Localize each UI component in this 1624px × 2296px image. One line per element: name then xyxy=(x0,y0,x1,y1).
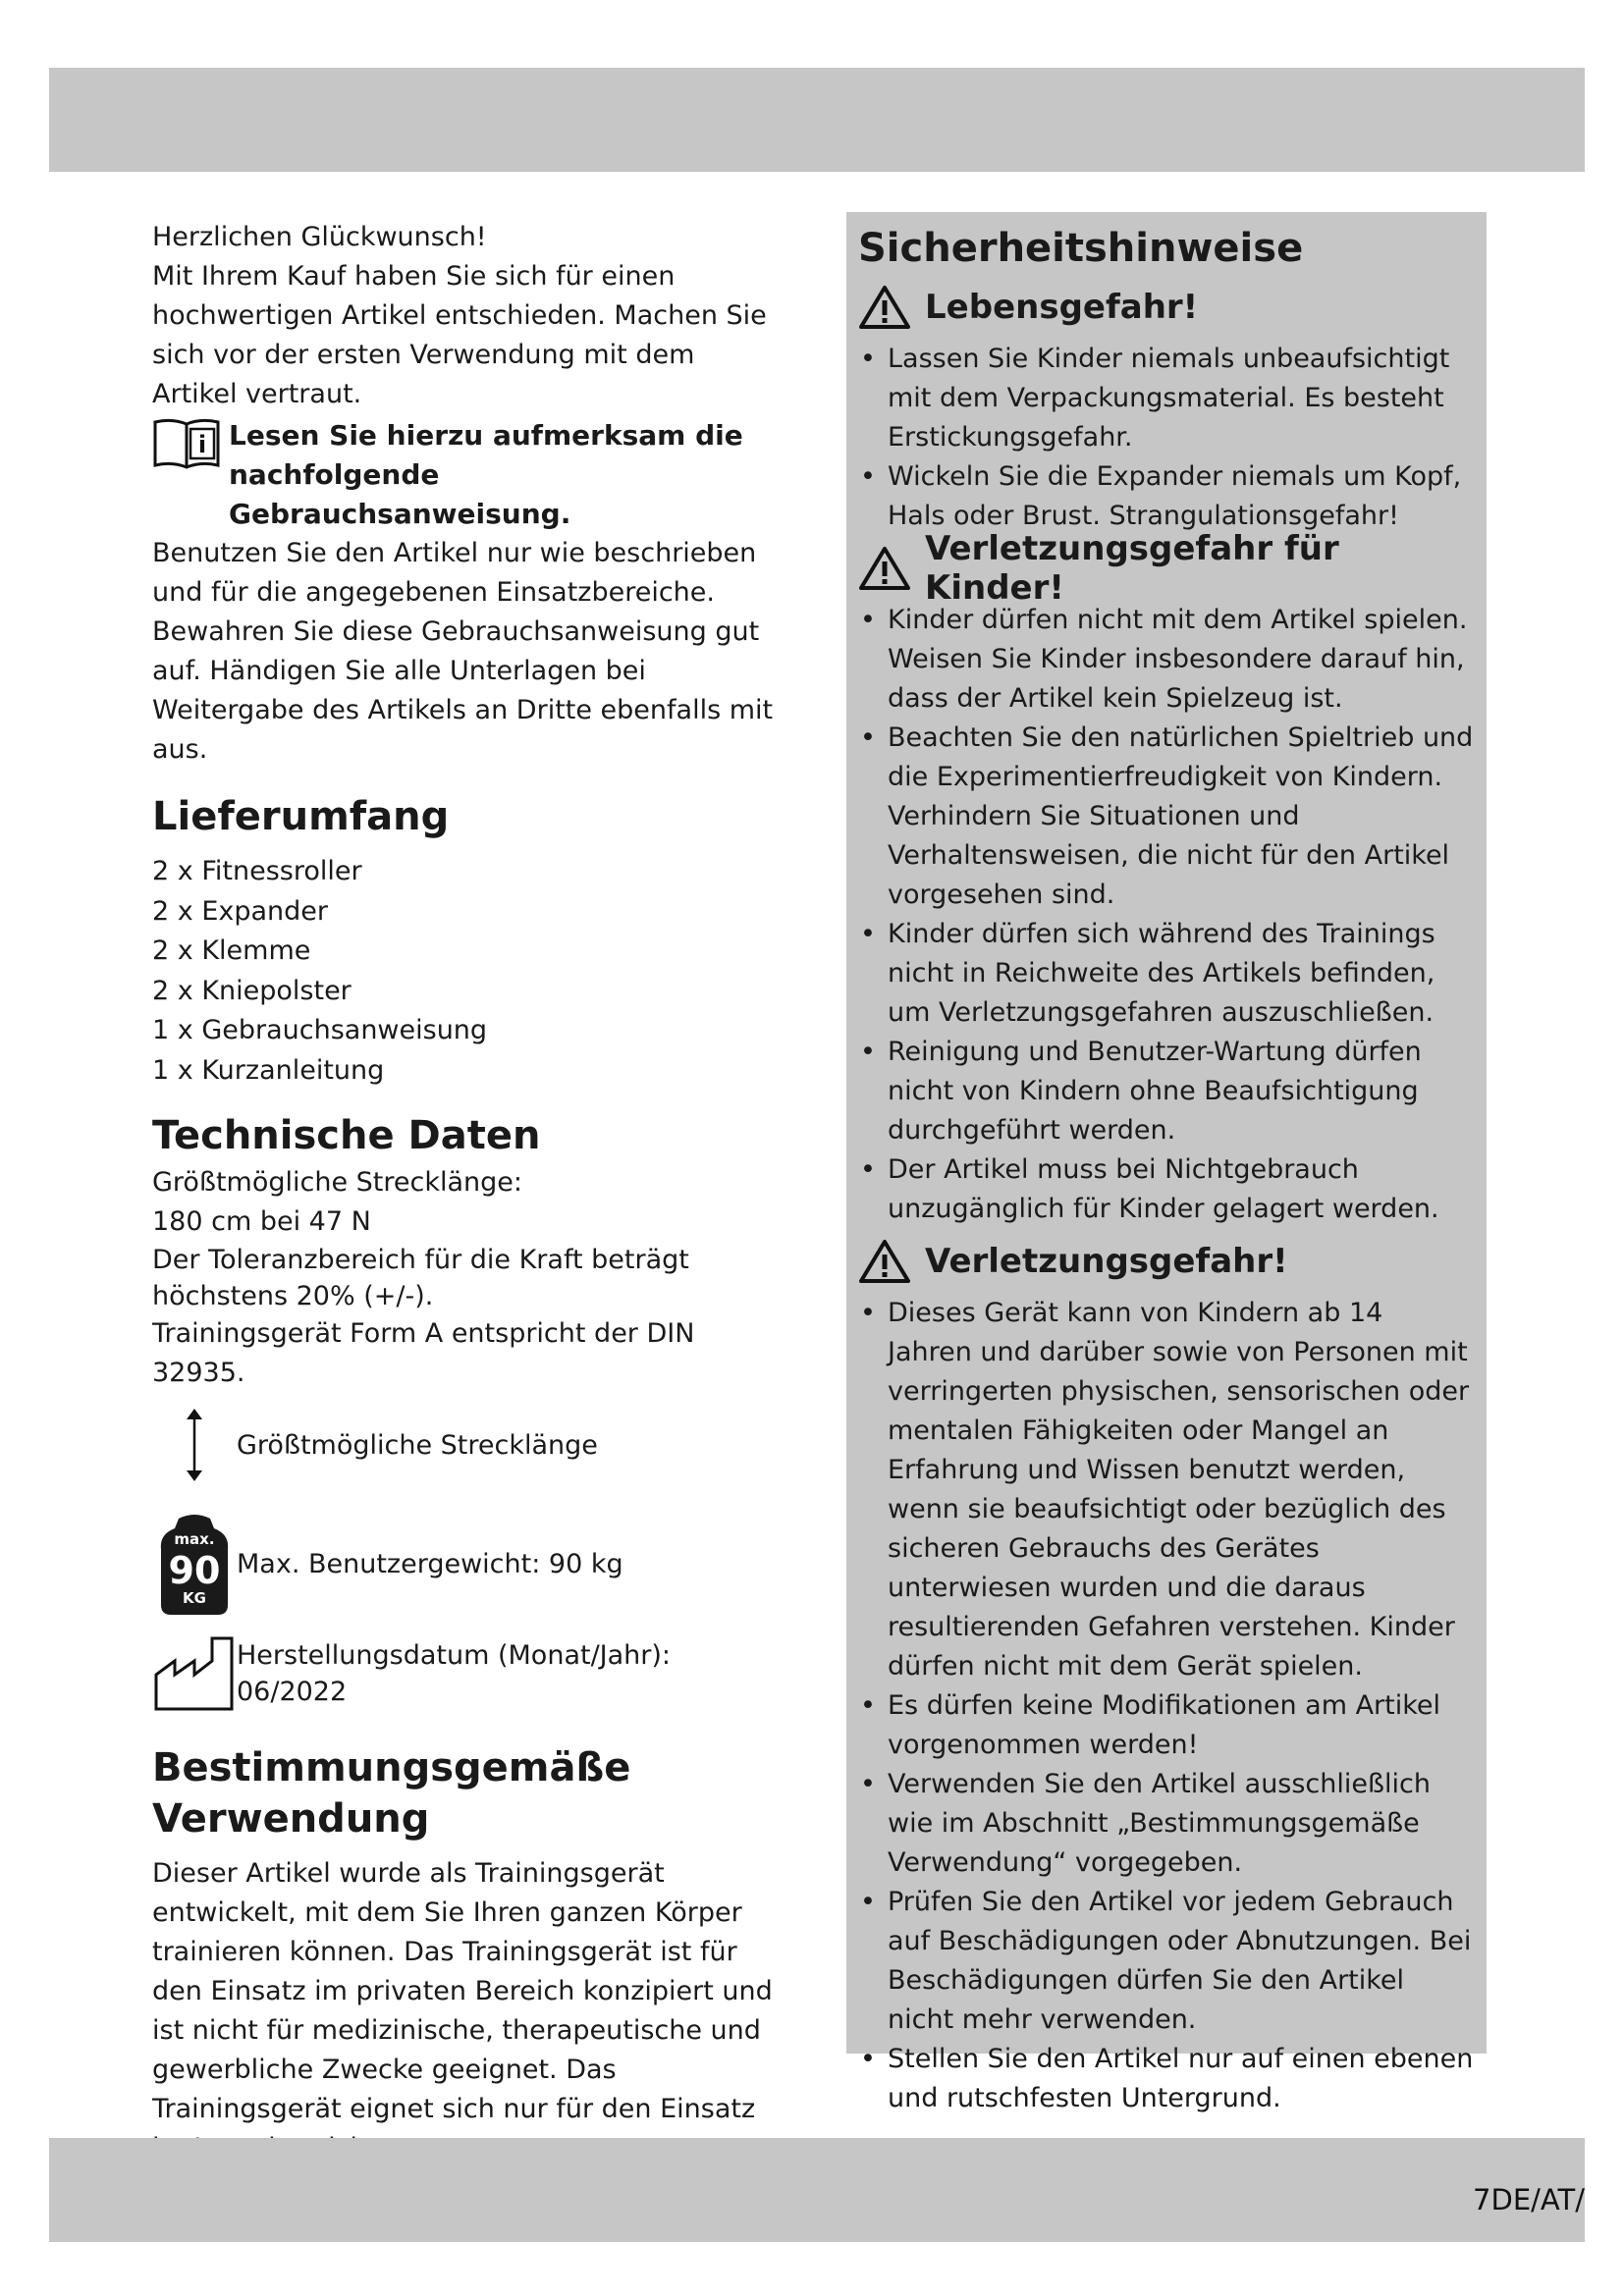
warning-heading-text: Verletzungsgefahr für Kinder! xyxy=(925,529,1339,608)
usage-title-line1: Bestimmungsgemäße xyxy=(152,1745,631,1790)
greeting: Herzlichen Glückwunsch! xyxy=(152,222,487,252)
symbol-stretch-row xyxy=(152,1407,781,1483)
footer-band xyxy=(49,2138,1585,2242)
list-item: 1 x Kurzanleitung xyxy=(152,1054,385,1086)
list-item: 1 x Gebrauchsanweisung xyxy=(152,1015,488,1045)
list-item: • Beachten Sie den natürlichen Spieltrieb und die Experimentierfreudigkeit von Kindern. Verhindern Sie Situationen und Verhaltensweisen, die nicht für den Artikel vorgesehen sind. xyxy=(858,719,1475,915)
warning-heading-text: Verletzungsgefahr! xyxy=(925,1242,1288,1281)
weight-icon-unit: KG xyxy=(183,1589,206,1607)
scope-list xyxy=(152,852,781,1091)
warning-triangle-icon xyxy=(858,546,911,591)
svg-text:i: i xyxy=(197,431,207,458)
scope-title: Lieferumfang xyxy=(152,794,450,839)
intro-paragraph: Mit Ihrem Kauf haben Sie sich für einen hochwertigen Artikel entschieden. Machen Sie sich vor der ersten Verwendung mit dem Artikel vertraut. xyxy=(152,261,767,409)
list-item: • Wickeln Sie die Expander niemals um Kopf, Hals oder Brust. Strangulationsgefahr! xyxy=(858,457,1475,536)
left-column xyxy=(152,218,781,2168)
tech-max-length-label: Größtmögliche Strecklänge: xyxy=(152,1167,522,1198)
weight-icon-number: 90 xyxy=(168,1549,221,1592)
tech-title: Technische Daten xyxy=(152,1113,541,1158)
list-item: 2 x Klemme xyxy=(152,935,311,966)
list-item: • Lassen Sie Kinder niemals unbeaufsichtigt mit dem Verpackungsmaterial. Es besteht Erstickungsgefahr. xyxy=(858,340,1475,457)
list-item: • Stellen Sie den Artikel nur auf einen ebenen und rutschfesten Untergrund. xyxy=(858,2040,1475,2118)
tech-standard: Trainingsgerät Form A entspricht der DIN 32935. xyxy=(152,1318,695,1388)
stretch-label: Größtmögliche Strecklänge xyxy=(237,1429,598,1461)
warning-heading xyxy=(858,281,1475,334)
list-item: 2 x Fitnessroller xyxy=(152,856,362,886)
warning-list xyxy=(858,601,1475,1229)
warning-heading xyxy=(858,529,1475,608)
list-item: • Dieses Gerät kann von Kindern ab 14 Jahren und darüber sowie von Personen mit verringerten physischen, sensorischen oder mentalen Fähigkeiten oder Mangel an Erfahrung und Wissen benutzt werden, wenn sie beaufsichtigt oder bezüglich des sicheren Gebrauchs des Gerätes unterwiesen wurden und die daraus resultierenden Gefahren verstehen. Kinder dürfen nicht mit dem Gerät spielen. xyxy=(858,1294,1475,1686)
notice-text: Lesen Sie hierzu aufmerksam die nachfolgende Gebrauchsanweisung. xyxy=(229,419,743,530)
page-number: 7DE/AT/ xyxy=(1473,2183,1585,2216)
warning-list xyxy=(858,1294,1475,2118)
warning-triangle-icon xyxy=(858,1239,911,1284)
double-arrow-icon xyxy=(184,1409,205,1481)
list-item: • Der Artikel muss bei Nichtgebrauch unzugänglich für Kinder gelagert werden. xyxy=(858,1150,1475,1229)
tech-max-length-value: 180 cm bei 47 N xyxy=(152,1206,371,1237)
symbol-weight-row xyxy=(152,1509,781,1619)
manufacture-date-value: 06/2022 xyxy=(237,1677,348,1707)
usage-title-line2: Verwendung xyxy=(152,1796,430,1842)
usage-text: Dieser Artikel wurde als Trainingsgerät entwickelt, mit dem Sie Ihren ganzen Körper trainieren können. Das Trainingsgerät ist für den Einsatz im privaten Bereich konzipiert und ist nicht für medizinische, therapeutische und gewerbliche Zwecke geeignet. Das Trainingsgerät eignet sich nur für den Einsatz xyxy=(152,1858,773,2124)
list-item: • Reinigung und Benutzer-Wartung dürfen nicht von Kindern ohne Beaufsichtigung durchgeführt werden. xyxy=(858,1033,1475,1150)
list-item: 2 x Kniepolster xyxy=(152,975,352,1006)
warning-triangle-icon xyxy=(858,285,911,330)
warning-heading xyxy=(858,1235,1475,1288)
weight-icon-top: max. xyxy=(174,1530,215,1548)
list-item: • Kinder dürfen nicht mit dem Artikel spielen. Weisen Sie Kinder insbesondere darauf hin, dass der Artikel kein Spielzeug ist. xyxy=(858,601,1475,719)
list-item: • Prüfen Sie den Artikel vor jedem Gebrauch auf Beschädigungen oder Abnutzungen. Bei Beschädigungen dürfen Sie den Artikel nicht mehr verwenden. xyxy=(858,1883,1475,2040)
manual-book-icon xyxy=(152,416,221,471)
read-manual-notice xyxy=(152,416,781,534)
list-item: • Verwenden Sie den Artikel ausschließlich wie im Abschnitt „Bestimmungsgemäße Verwendung“ vorgegeben. xyxy=(858,1765,1475,1883)
symbol-manufacture-row xyxy=(152,1634,781,1713)
list-item: 2 x Expander xyxy=(152,895,329,927)
max-weight-icon xyxy=(159,1511,230,1617)
warning-heading-text: Lebensgefahr! xyxy=(925,288,1199,327)
factory-date-icon xyxy=(153,1635,236,1712)
max-user-weight: Max. Benutzergewicht: 90 kg xyxy=(237,1548,623,1579)
safety-panel xyxy=(846,212,1487,2113)
usage-notes-paragraph: Benutzen Sie den Artikel nur wie beschrieben und für die angegebenen Einsatzbereiche. Bewahren Sie diese Gebrauchsanweisung gut auf. Händigen Sie alle Unterlagen bei Weitergabe des Artikels an Dritte ebenfalls mit aus. xyxy=(152,538,774,765)
list-item: • Kinder dürfen sich während des Trainings nicht in Reichweite des Artikels befinden, um Verletzungsgefahren auszuschließen. xyxy=(858,915,1475,1033)
list-item: • Es dürfen keine Modifikationen am Artikel vorgenommen werden! xyxy=(858,1686,1475,1765)
tech-tolerance: Der Toleranzbereich für die Kraft beträgt höchstens 20% (+/-). xyxy=(152,1245,689,1311)
manufacture-date-label: Herstellungsdatum (Monat/Jahr): xyxy=(237,1640,672,1671)
safety-title: Sicherheitshinweise xyxy=(858,226,1304,271)
warning-list xyxy=(858,340,1475,536)
header-band xyxy=(49,68,1585,172)
